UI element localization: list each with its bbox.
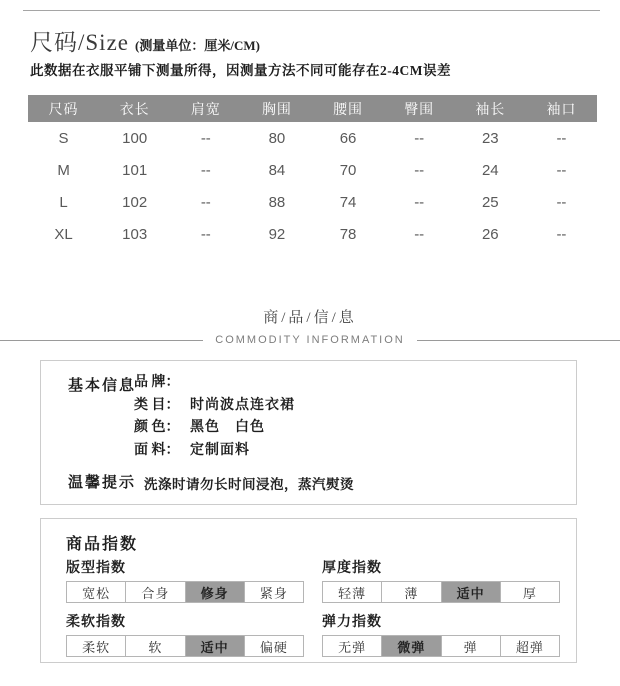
size-table-cell: S xyxy=(58,129,69,147)
size-table-cell: 74 xyxy=(339,193,357,211)
index-option: 柔软 xyxy=(82,639,111,655)
index-option-selected: 修身 xyxy=(185,582,244,602)
index-option: 厚 xyxy=(500,582,559,602)
index-option-bar xyxy=(322,581,560,603)
index-group xyxy=(322,611,560,657)
info-value: 定制面料 xyxy=(190,442,250,458)
top-divider-line xyxy=(23,10,600,11)
index-option-bar xyxy=(322,635,560,657)
index-option: 紧身 xyxy=(244,582,303,602)
divider-line-left xyxy=(0,340,203,341)
size-table-cell: 70 xyxy=(339,161,357,179)
index-option-selected: 适中 xyxy=(441,582,500,602)
index-option: 超弹 xyxy=(500,636,559,656)
divider-line-right xyxy=(417,340,620,341)
size-column-header: 臀围 xyxy=(404,102,435,118)
basic-info-heading: 基本信息 xyxy=(68,378,137,394)
info-label: 面 料： xyxy=(134,442,180,458)
size-column-header: 袖口 xyxy=(546,102,577,118)
size-table-cell: -- xyxy=(414,161,425,179)
size-table-cell: 80 xyxy=(268,129,286,147)
info-value: 时尚波点连衣裙 xyxy=(190,397,295,413)
divider-title-en: COMMODITY INFORMATION xyxy=(215,334,405,346)
info-value: 黑色 白色 xyxy=(190,420,265,435)
size-table-row xyxy=(28,154,597,186)
size-unit-note: (测量单位：厘米/CM) xyxy=(135,38,260,53)
size-table-cell: -- xyxy=(414,225,425,243)
basic-info-rows xyxy=(134,374,295,464)
index-option: 无弹 xyxy=(338,639,367,655)
index-option: 弹 xyxy=(441,636,500,656)
index-option-selected: 适中 xyxy=(185,636,244,656)
size-table-cell: 25 xyxy=(481,193,499,211)
size-table-cell: 66 xyxy=(339,129,357,147)
size-table xyxy=(28,95,597,250)
size-table-cell: 84 xyxy=(268,161,286,179)
index-group xyxy=(322,557,560,603)
size-table-cell: 102 xyxy=(122,193,148,211)
size-column-header: 袖长 xyxy=(475,102,506,118)
index-group-label: 柔软指数 xyxy=(66,615,126,630)
size-measure-note: 此数据在衣服平铺下测量所得，因测量方法不同可能存在2-4CM误差 xyxy=(30,63,451,78)
index-option: 软 xyxy=(125,636,184,656)
size-table-cell: -- xyxy=(414,129,425,147)
size-table-cell: 92 xyxy=(268,225,286,243)
tip-heading: 温馨提示 xyxy=(68,475,137,491)
size-table-row xyxy=(28,218,597,250)
size-table-row xyxy=(28,186,597,218)
commodity-info-divider xyxy=(0,306,620,346)
size-table-cell: 23 xyxy=(481,129,499,147)
index-option-bar xyxy=(66,635,304,657)
index-option-bar xyxy=(66,581,304,603)
basic-info-row xyxy=(134,374,295,397)
index-group xyxy=(66,611,304,657)
index-option: 薄 xyxy=(381,582,440,602)
size-table-cell: -- xyxy=(200,129,211,147)
size-table-cell: -- xyxy=(200,225,211,243)
size-table-header-row xyxy=(28,95,597,122)
index-group xyxy=(66,557,304,603)
size-section-title xyxy=(30,24,260,57)
size-title-text: 尺码/Size xyxy=(30,30,129,55)
commodity-index-box xyxy=(40,518,577,663)
index-group-label: 弹力指数 xyxy=(322,615,382,630)
index-option: 偏硬 xyxy=(244,636,303,656)
size-column-header: 衣长 xyxy=(119,102,150,118)
basic-info-row xyxy=(134,419,295,442)
size-table-cell: -- xyxy=(556,161,567,179)
basic-info-row xyxy=(134,442,295,465)
size-table-cell: 88 xyxy=(268,193,286,211)
size-table-cell: XL xyxy=(54,225,73,243)
size-table-cell: 78 xyxy=(339,225,357,243)
size-table-cell: -- xyxy=(556,193,567,211)
size-column-header: 肩宽 xyxy=(190,102,221,118)
size-table-row xyxy=(28,122,597,154)
size-table-cell: 24 xyxy=(481,161,499,179)
size-table-cell: -- xyxy=(556,225,567,243)
info-label: 颜 色： xyxy=(134,420,180,435)
index-option: 宽松 xyxy=(82,585,111,601)
basic-info-box xyxy=(40,360,577,505)
index-group-label: 版型指数 xyxy=(66,561,126,576)
size-table-cell: 101 xyxy=(122,161,148,179)
size-table-cell: -- xyxy=(200,193,211,211)
size-table-cell: -- xyxy=(414,193,425,211)
divider-en-row xyxy=(0,334,620,346)
index-option-selected: 微弹 xyxy=(381,636,440,656)
size-table-cell: -- xyxy=(200,161,211,179)
basic-info-row xyxy=(134,397,295,420)
index-option: 轻薄 xyxy=(338,585,367,601)
size-table-cell: -- xyxy=(556,129,567,147)
size-table-cell: M xyxy=(57,161,70,179)
info-label: 类 目： xyxy=(134,397,180,413)
size-table-cell: L xyxy=(59,193,68,211)
size-column-header: 腰围 xyxy=(333,102,364,118)
size-column-header: 胸围 xyxy=(261,102,292,118)
index-group-label: 厚度指数 xyxy=(322,561,382,576)
tip-text: 洗涤时请勿长时间浸泡，蒸汽熨烫 xyxy=(144,477,354,492)
size-table-cell: 100 xyxy=(122,129,148,147)
size-table-cell: 26 xyxy=(481,225,499,243)
info-label: 品 牌： xyxy=(134,375,180,390)
index-option: 合身 xyxy=(125,582,184,602)
size-table-cell: 103 xyxy=(122,225,148,243)
size-table-body xyxy=(28,122,597,250)
commodity-index-heading: 商品指数 xyxy=(66,536,139,553)
size-column-header: 尺码 xyxy=(48,102,79,118)
divider-title-cn: 商/品/信/息 xyxy=(263,310,357,326)
